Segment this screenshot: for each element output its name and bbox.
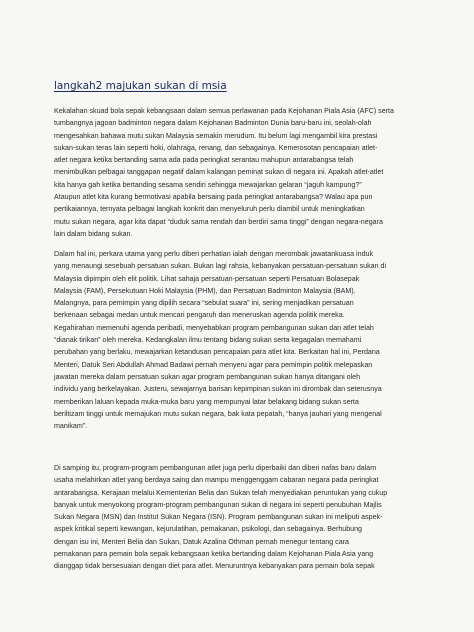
paragraph-line: Malaysia dipimpin oleh elit politik. Lihat sahaja persatuan-persatuan seperti Persatuan Bolasepak bbox=[54, 274, 360, 283]
paragraph-line: yang menaungi sesebuah persatuan sukan. Bukan lagi rahsia, kebanyakan persatuan-persatuan sukan di bbox=[54, 262, 387, 271]
paragraph-line: Kegahirahan memenuhi agenda peribadi, menyebabkan program pembangunan sukan dan atlet telah bbox=[54, 323, 374, 332]
paragraph-line: memberikan laluan kepada muka-muka baru yang mempunyai latar belakang bidang sukan serta bbox=[54, 397, 359, 406]
paragraph-line: Menteri, Datuk Seri Abdullah Ahmad Badawi pernah menyeru agar para pemimpin politik melepaskan bbox=[54, 360, 373, 369]
paragraph-line: individu yang berkelayakan. Justeru, sewajarnya barisan kepimpinan sukan ini dirombak dan seterusnya bbox=[54, 385, 382, 394]
paragraph-line: usaha melahirkan atlet yang berdaya saing dan mampu menggenggam cabaran negara pada peringkat bbox=[54, 476, 379, 485]
paragraph-line: Kekalahan skuad bola sepak kebangsaan dalam semua perlawanan pada Kejohanan Piala Asia (AFC) serta bbox=[54, 107, 394, 115]
paragraph-line: menimbulkan pelbagai tanggapan negatif dalam kalangan peminat sukan di negara ini. Apakah atlet-atlet bbox=[54, 168, 384, 177]
paragraph-line: antarabangsa. Kerajaan melalui Kementerian Belia dan Sukan telah menyediakan peruntukan yang cukup bbox=[54, 488, 388, 497]
paragraph-line: lain dalam bidang sukan. bbox=[54, 229, 133, 238]
paragraph-line: manikam”. bbox=[54, 422, 88, 431]
paragraph-line: beriltizam tinggi untuk memajukan mutu sukan negara, bak kata pepatah, “hanya jauhari yang mengenal bbox=[54, 409, 382, 418]
paragraph-line: mengesahkan bahawa mutu sukan Malaysia semakin merudum. Itu belum lagi mengambil kira prestasi bbox=[54, 131, 378, 140]
paragraph-line: mutu sukan negara, agar kita dapat “duduk sama rendah dan berdiri sama tinggi” dengan negara-negara bbox=[54, 217, 383, 226]
paragraph-line: aspek kritikal seperti kewangan, kejurulatihan, pemakanan, psikologi, dan sebagainya. Berhubung bbox=[54, 525, 362, 534]
paragraph-line: dianggap tidak bersesuaian dengan diet para atlet. Menuruntnya kebanyakan para pemain bola sepak bbox=[54, 562, 375, 571]
paragraph-3 bbox=[54, 462, 426, 573]
paragraph-line: pemakanan para pemain bola sepak kebangsaan ketika bertanding dalam Kejohanan Piala Asia yang bbox=[54, 550, 374, 559]
paragraph-line: tumbangnya jagoan badminton negara dalam Kejohanan Badminton Dunia baru-baru ini, seolah-olah bbox=[54, 119, 372, 128]
paragraph-line: sukan-sukan teras lain seperti hoki, olahraga, renang, dan sebagainya. Kemerosotan pencapaian atlet- bbox=[54, 143, 378, 152]
paragraph-1 bbox=[54, 105, 426, 240]
paragraph-line: Dalam hal ini, perkara utama yang perlu diberi perhatian ialah dengan merombak jawatankuasa induk bbox=[54, 250, 374, 258]
paragraph-line: Di samping itu, program-program pembangunan atlet juga perlu diperbaiki dan diberi nafas baru dalam bbox=[54, 464, 377, 472]
paragraph-line: pertikaiannya, ternyata pelbagai langkah konkrit dan menyeluruh perlu diambil untuk meningkatkan bbox=[54, 205, 365, 214]
paragraph-line: kita hanya gah ketika bertanding sesama sendiri sehingga mewajarkan gelaran “jaguh kampung?” bbox=[54, 180, 362, 189]
paragraph-line: dengan isu ini, Menteri Belia dan Sukan, Datuk Azalina Othman pernah menegur tentang cara bbox=[54, 537, 349, 546]
paragraph-line: Malaysia (FAM), Persekutuan Hoki Malaysia (PHM), dan Persatuan Badminton Malaysia (BAM). bbox=[54, 286, 356, 295]
paragraph-line: “dianak tirikan” oleh mereka. Kedangkalan ilmu tentang bidang sukan serta kegagalan memahami bbox=[54, 336, 362, 345]
paragraph-line: jawatan mereka dalam persatuan sukan agar program pembangunan sukan hanya ditangani oleh bbox=[54, 372, 361, 381]
paragraph-line: Malangnya, para pemimpin yang dipilih secara “sebulat suara” ini, sering menjadikan persatuan bbox=[54, 299, 354, 308]
paragraph-line: banyak untuk menyokong program-program pembangunan sukan di negara ini seperti penubuhan Majlis bbox=[54, 500, 382, 509]
paragraph-line: atlet negara ketika bertanding sama ada pada peringkat serantau mahupun antarabangsa telah bbox=[54, 156, 354, 165]
paragraph-2 bbox=[54, 248, 426, 432]
paragraph-line: Sukan Negara (MSN) dan Institut Sukan Negara (ISN). Program pembangunan sukan ini meliputi aspek- bbox=[54, 513, 383, 522]
document-title: langkah2 majukan sukan di msia bbox=[54, 80, 227, 92]
paragraph-line: Ataupun atlet kita kurang bermotivasi apabila bersaing pada peringkat antarabangsa? Walau apa pun bbox=[54, 193, 373, 202]
paragraph-line: berkenaan sebagai medan untuk mencari pengaruh dan meneruskan agenda politik mereka. bbox=[54, 311, 345, 320]
paragraph-line: perubahan yang berlaku, mewajarkan ketandusan pencapaian para atlet kita. Berkaitan hal ini, Perdana bbox=[54, 348, 380, 357]
